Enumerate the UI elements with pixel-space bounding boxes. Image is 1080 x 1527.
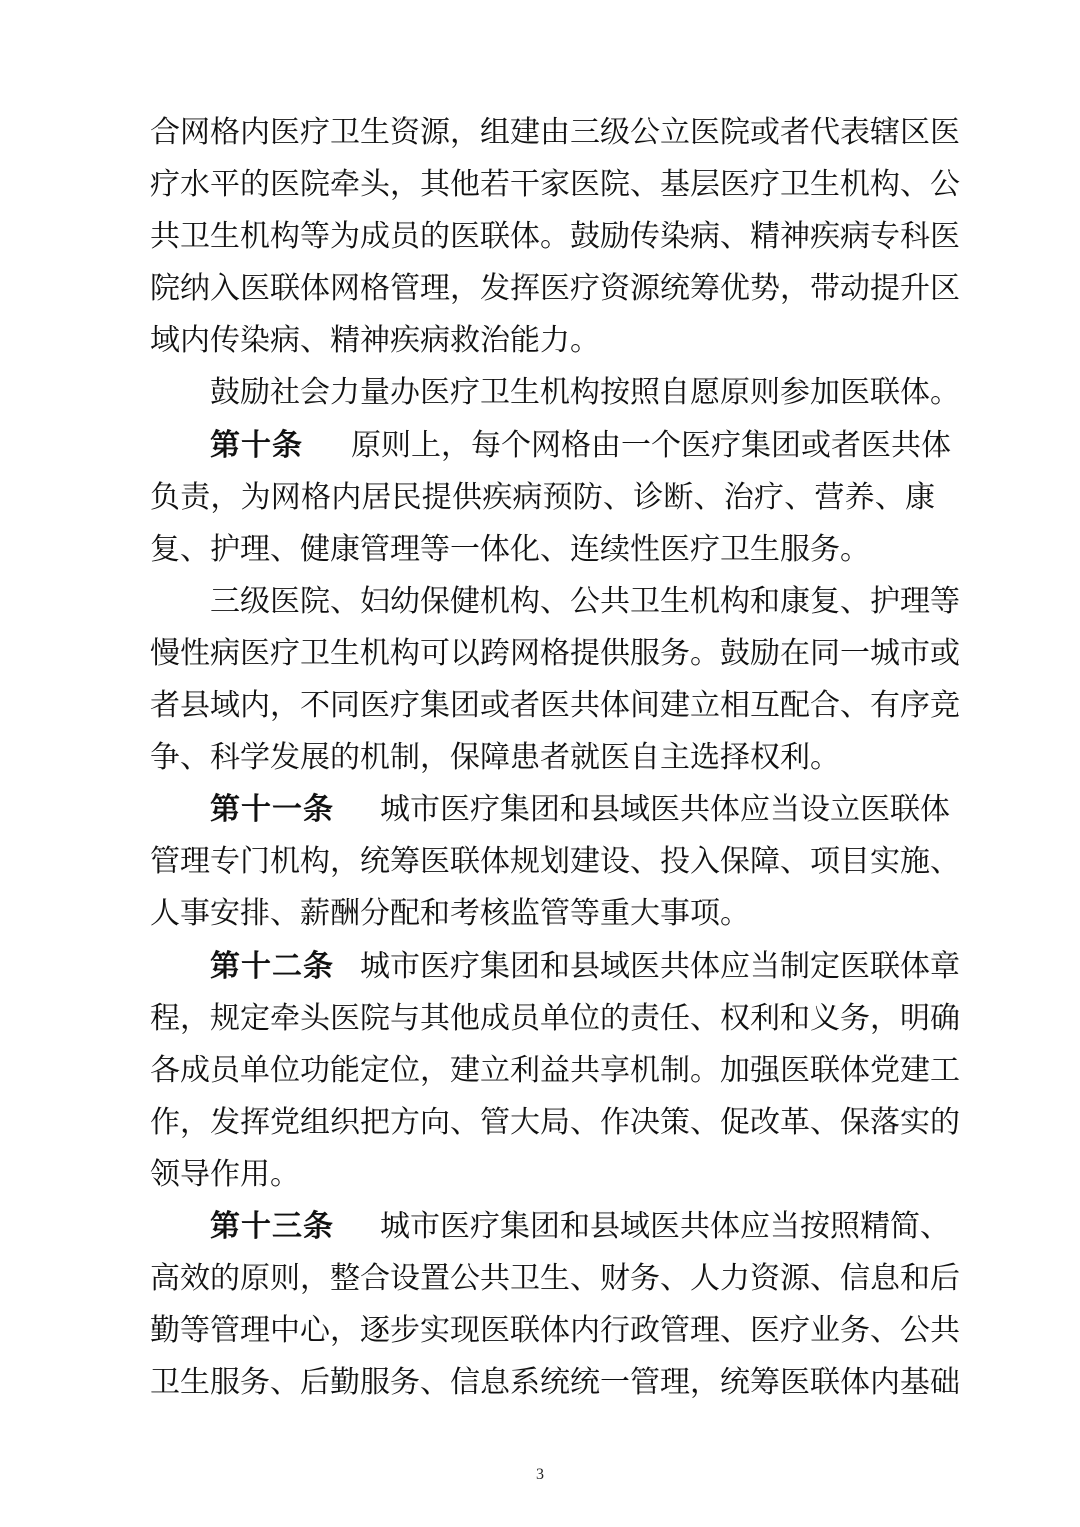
article-text: 城市医疗集团和县域医共体应当制定医联体章 xyxy=(360,948,960,984)
article-line xyxy=(150,1201,950,1253)
text-line: 勤等管理中心，逐步实现医联体内行政管理、医疗业务、公共 xyxy=(150,1313,960,1349)
text-line: 作，发挥党组织把方向、管大局、作决策、促改革、保落实的 xyxy=(150,1104,960,1140)
text-line: 各成员单位功能定位，建立利益共享机制。加强医联体党建工 xyxy=(150,1052,960,1088)
article-heading-13: 第十三条 xyxy=(210,1208,334,1244)
article-line xyxy=(150,420,951,472)
text-line: 疗水平的医院牵头，其他若干家医院、基层医疗卫生机构、公 xyxy=(150,167,960,203)
text-line: 慢性病医疗卫生机构可以跨网格提供服务。鼓励在同一城市或 xyxy=(150,635,960,671)
article-heading-12: 第十二条 xyxy=(210,948,334,984)
text-line: 领导作用。 xyxy=(150,1156,300,1192)
body-text xyxy=(150,107,960,1409)
text-line: 复、护理、健康管理等一体化、连续性医疗卫生服务。 xyxy=(150,531,870,567)
text-line: 者县域内，不同医疗集团或者医共体间建立相互配合、有序竞 xyxy=(150,688,960,724)
text-line: 合网格内医疗卫生资源，组建由三级公立医院或者代表辖区医 xyxy=(150,115,960,150)
text-line: 程，规定牵头医院与其他成员单位的责任、权利和义务，明确 xyxy=(150,1000,960,1036)
text-line: 人事安排、薪酬分配和考核监管等重大事项。 xyxy=(150,896,750,932)
article-line xyxy=(150,784,950,836)
page-number: 3 xyxy=(536,1466,544,1483)
text-line: 三级医院、妇幼保健机构、公共卫生机构和康复、护理等 xyxy=(210,583,960,619)
text-line: 共卫生机构等为成员的医联体。鼓励传染病、精神疾病专科医 xyxy=(150,219,960,255)
article-heading-10: 第十条 xyxy=(210,427,303,463)
text-line: 卫生服务、后勤服务、信息系统统一管理，统筹医联体内基础 xyxy=(150,1365,960,1401)
article-line xyxy=(150,941,960,993)
text-line: 域内传染病、精神疾病救治能力。 xyxy=(150,323,600,359)
text-line: 高效的原则，整合设置公共卫生、财务、人力资源、信息和后 xyxy=(150,1261,960,1297)
text-line: 院纳入医联体网格管理，发挥医疗资源统筹优势，带动提升区 xyxy=(150,271,960,307)
text-line: 鼓励社会力量办医疗卫生机构按照自愿原则参加医联体。 xyxy=(210,375,960,411)
article-text: 原则上，每个网格由一个医疗集团或者医共体 xyxy=(351,427,951,463)
article-heading-11: 第十一条 xyxy=(210,792,334,828)
text-line: 管理专门机构，统筹医联体规划建设、投入保障、项目实施、 xyxy=(150,844,960,880)
text-line: 争、科学发展的机制，保障患者就医自主选择权利。 xyxy=(150,740,840,776)
article-text: 城市医疗集团和县域医共体应当设立医联体 xyxy=(380,792,950,828)
article-text: 城市医疗集团和县域医共体应当按照精简、 xyxy=(380,1208,950,1244)
text-line: 负责，为网格内居民提供疾病预防、诊断、治疗、营养、康 xyxy=(150,479,935,515)
